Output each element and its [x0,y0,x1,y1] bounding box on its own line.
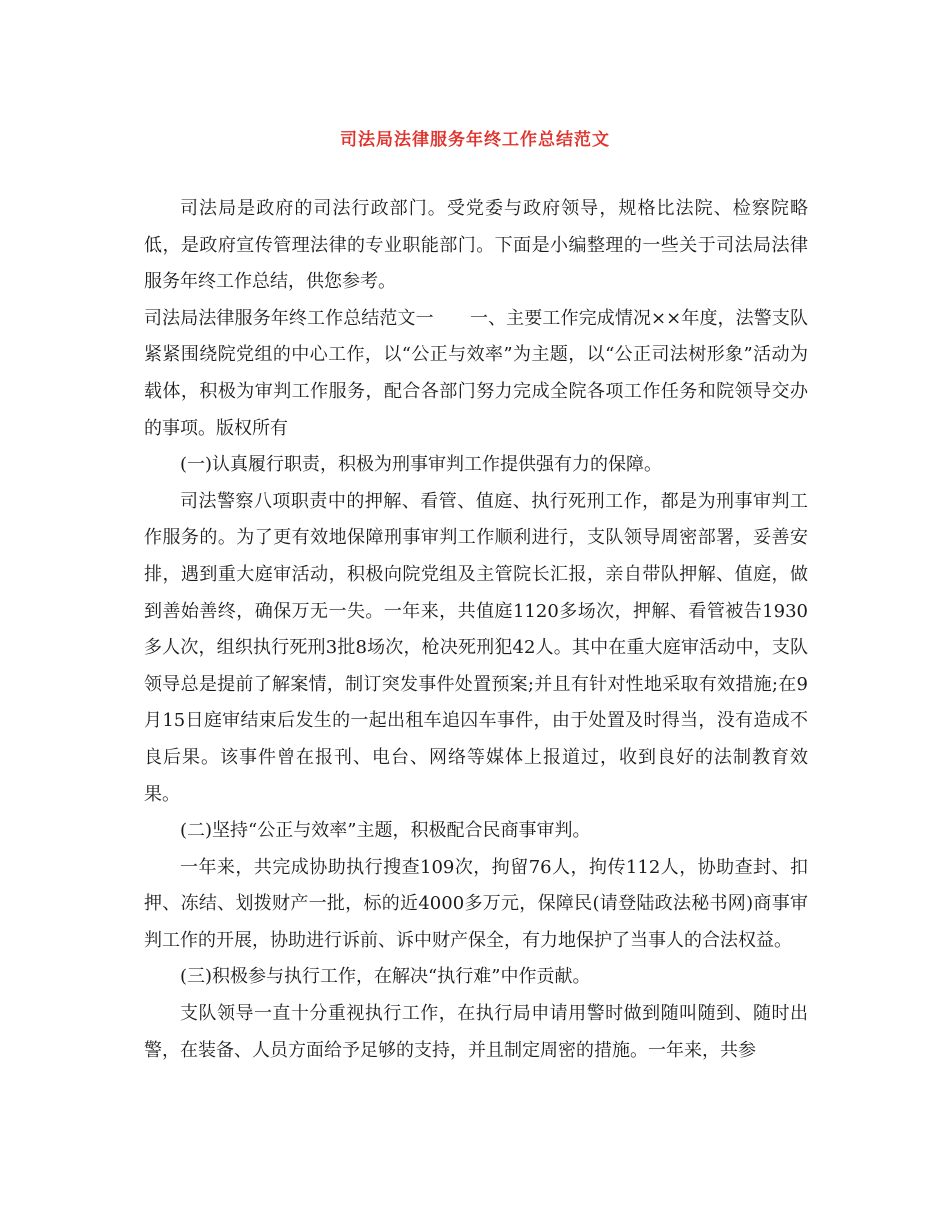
paragraph-heading-1: (一)认真履行职责，积极为刑事审判工作提供强有力的保障。 [180,454,663,476]
paragraph-heading-2: (二)坚持“公正与效率”主题，积极配合民商事审判。 [180,820,591,842]
paragraph-body-1: 司法警察八项职责中的押解、看管、值庭、执行死刑工作，都是为刑事审判工作服务的。为了更有效地保障刑事审判工作顺利进行，支队领导周密部署，妥善安排，遇到重大庭审活动，积极向院党组及主管院长汇报，亲自带队押解、值庭，做到善始善终，确保万无一失。一年来，共值庭1120多场次，押解、看管被告1930多人次，组织执行死刑3批8场次，枪决死刑犯42人。其中在重大庭审活动中，支队领导总是提前了解案情，制订突发事件处置预案;并且有针对性地采取有效措施;在9月15日庭审结束后发生的一起出租车追囚车事件，由于处置及时得当，没有造成不良后果。该事件曾在报刊、电台、网络等媒体上报道过，收到良好的法制教育效果。 [144,490,808,805]
paragraph-section-one: 司法局法律服务年终工作总结范文一 一、主要工作完成情况××年度，法警支队紧紧围绕院党组的中心工作，以“公正与效率”为主题，以“公正司法树形象”活动为载体，积极为审判工作服务，配合各部门努力完成全院各项工作任务和院领导交办的事项。版权所有 [144,307,808,439]
document-title: 司法局法律服务年终工作总结范文 [340,130,610,150]
document-body [144,191,808,1069]
paragraph-intro: 司法局是政府的司法行政部门。受党委与政府领导，规格比法院、检察院略低，是政府宣传管理法律的专业职能部门。下面是小编整理的一些关于司法局法律服务年终工作总结，供您参考。 [144,198,808,293]
paragraph-body-3: 支队领导一直十分重视执行工作，在执行局申请用警时做到随叫随到、随时出警，在装备、人员方面给予足够的支持，并且制定周密的措施。一年来，共参 [144,1003,808,1061]
paragraph-heading-3: (三)积极参与执行工作，在解决“执行难”中作贡献。 [180,966,591,988]
paragraph-body-2: 一年来，共完成协助执行搜查109次，拘留76人，拘传112人，协助查封、扣押、冻结、划拨财产一批，标的近4000多万元，保障民(请登陆政法秘书网)商事审判工作的开展，协助进行诉前、诉中财产保全，有力地保护了当事人的合法权益。 [144,856,808,951]
